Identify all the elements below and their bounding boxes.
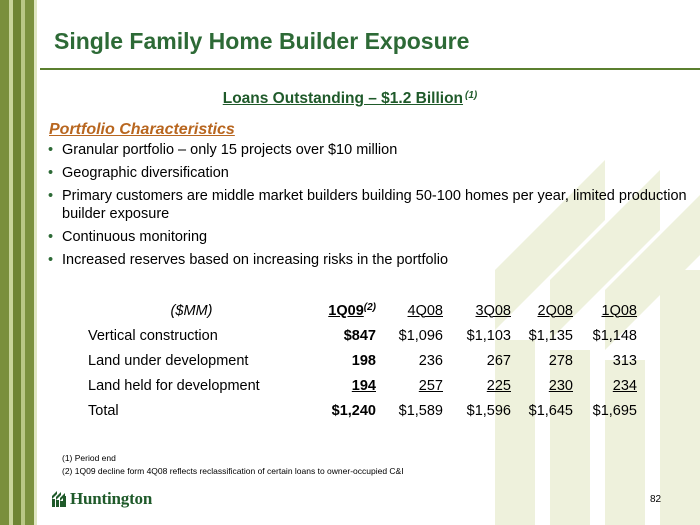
column-footnote-ref: (2) bbox=[363, 302, 376, 313]
table-cell: $1,695 bbox=[592, 402, 637, 419]
table-cell-value: 257 bbox=[418, 377, 443, 394]
left-stripe bbox=[13, 0, 21, 525]
table-cell: $847 bbox=[343, 327, 376, 344]
table-header-row bbox=[80, 298, 637, 323]
table-row bbox=[80, 373, 637, 398]
subtitle-text: Loans Outstanding – $1.2 Billion bbox=[222, 90, 464, 107]
portfolio-heading: Portfolio Characteristics bbox=[49, 121, 235, 138]
table-cell-value: 194 bbox=[351, 377, 376, 394]
table-cell: $1,135 bbox=[528, 327, 573, 344]
table-cell: 198 bbox=[351, 352, 376, 369]
column-header: 2Q08 bbox=[537, 302, 573, 319]
table-cell: $1,589 bbox=[398, 402, 443, 419]
column-header: 1Q08 bbox=[601, 302, 637, 319]
huntington-logo bbox=[52, 489, 152, 509]
table-cell: $1,645 bbox=[528, 402, 573, 419]
table-cell-value: 225 bbox=[486, 377, 511, 394]
table-cell: 313 bbox=[612, 352, 637, 369]
column-header-label: 1Q09 bbox=[328, 303, 364, 319]
column-header bbox=[303, 298, 376, 323]
subtitle-footnote-ref: (1) bbox=[465, 90, 478, 101]
exposure-table bbox=[80, 298, 637, 423]
footnotes bbox=[62, 452, 404, 478]
table-cell: $1,240 bbox=[331, 402, 376, 419]
table-cell: 267 bbox=[486, 352, 511, 369]
table-row-total bbox=[80, 398, 637, 423]
table-cell bbox=[376, 373, 443, 398]
bullet-item: • Continuous monitoring bbox=[48, 228, 688, 246]
title-divider bbox=[40, 68, 700, 70]
row-label: Vertical construction bbox=[88, 327, 218, 344]
table-cell bbox=[573, 373, 637, 398]
row-label: Land under development bbox=[88, 352, 249, 369]
left-stripe bbox=[34, 0, 37, 525]
table-cell bbox=[303, 373, 376, 398]
bullet-item: • Granular portfolio – only 15 projects over $10 million bbox=[48, 141, 688, 159]
bullet-list bbox=[48, 141, 688, 274]
bullet-item: • Primary customers are middle market builders building 50-100 homes per year, limited production builder exposure bbox=[48, 187, 688, 223]
left-stripe bbox=[0, 0, 9, 525]
table-cell: 278 bbox=[548, 352, 573, 369]
table-cell: $1,148 bbox=[592, 327, 637, 344]
column-header: 4Q08 bbox=[407, 302, 443, 319]
page-number: 82 bbox=[650, 494, 662, 505]
logo-text: Huntington bbox=[70, 489, 153, 508]
bullet-item: • Geographic diversification bbox=[48, 164, 688, 182]
row-label: Land held for development bbox=[88, 377, 260, 394]
table-cell-value: 234 bbox=[612, 377, 637, 394]
bullet-item: • Increased reserves based on increasing risks in the portfolio bbox=[48, 251, 688, 269]
table-cell: 236 bbox=[418, 352, 443, 369]
page-title: Single Family Home Builder Exposure bbox=[54, 28, 470, 54]
unit-label: ($MM) bbox=[170, 302, 213, 319]
footnote: (1) Period end bbox=[62, 453, 116, 463]
table-cell: $1,596 bbox=[466, 402, 511, 419]
logo-mark-icon bbox=[52, 491, 66, 507]
table-cell bbox=[443, 373, 511, 398]
row-label: Total bbox=[88, 402, 119, 419]
table-cell bbox=[511, 373, 573, 398]
left-stripe bbox=[25, 0, 34, 525]
subtitle bbox=[0, 90, 700, 108]
column-header: 3Q08 bbox=[475, 302, 511, 319]
table-row bbox=[80, 348, 637, 373]
table-cell: $1,103 bbox=[466, 327, 511, 344]
table-row bbox=[80, 323, 637, 348]
table-cell: $1,096 bbox=[398, 327, 443, 344]
table-cell-value: 230 bbox=[548, 377, 573, 394]
footnote: (2) 1Q09 decline form 4Q08 reflects reclassification of certain loans to owner-occupied C&I bbox=[62, 466, 404, 476]
